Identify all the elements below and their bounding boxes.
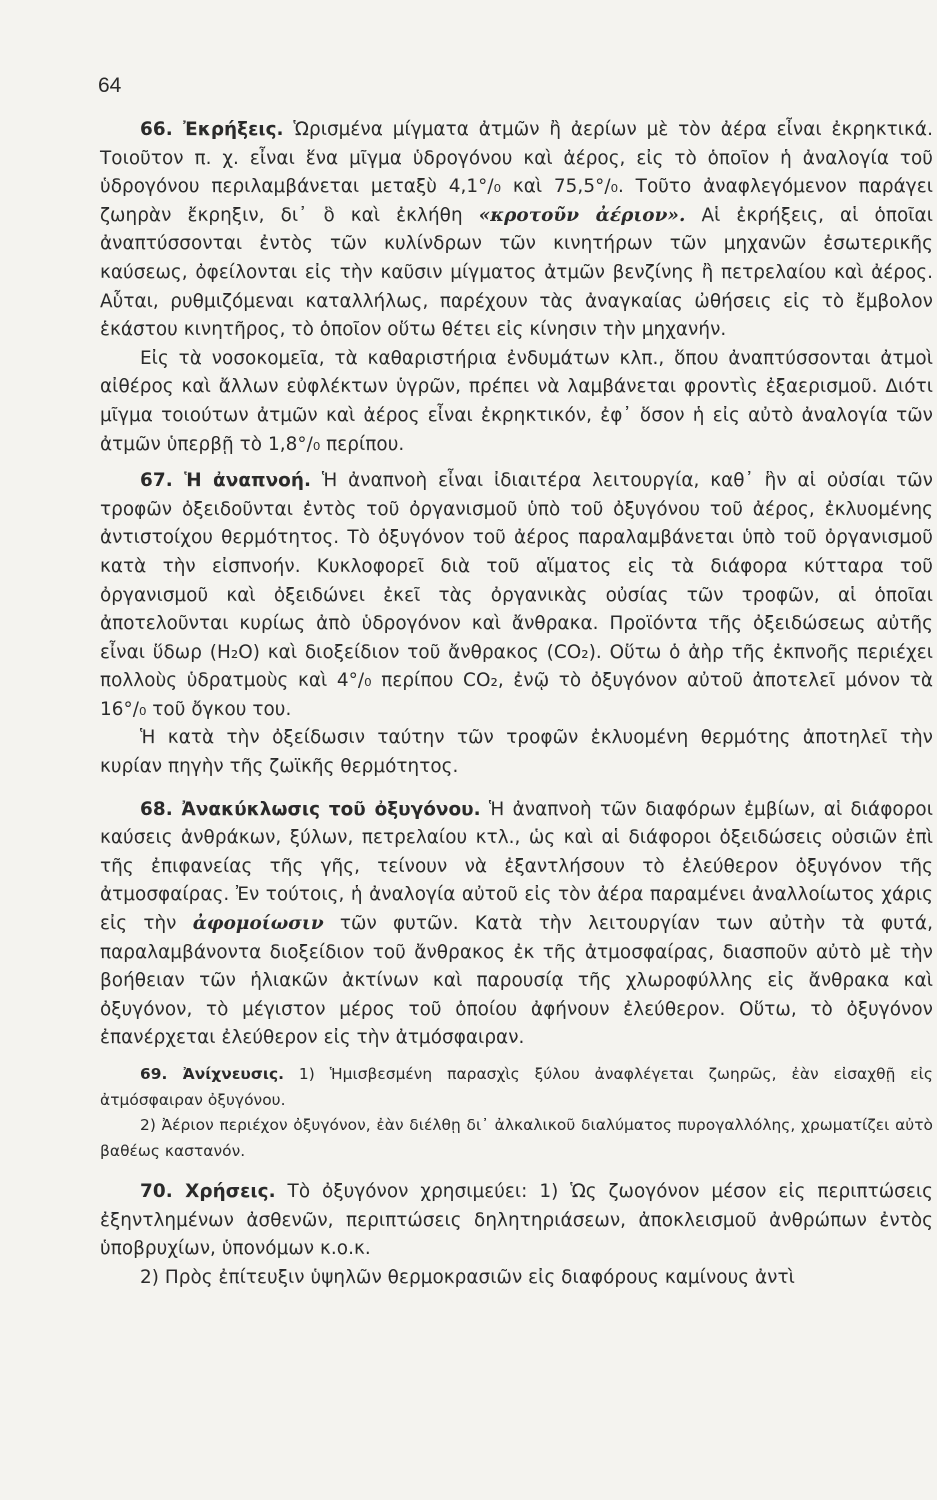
section-69 (100, 1062, 933, 1164)
section-66-paragraph-2: Εἰς τὰ νοσοκομεῖα, τὰ καθαριστήρια ἐνδυμάτων κλπ., ὅπου ἀναπτύσσονται ἀτμοὶ αἰθέρος καὶ ἄλλων εὐφλέκτων ὑγρῶν, πρέπει νὰ λαμβάνεται φροντὶς ἐξαερισμοῦ. Διότι μῖγμα τοιούτων ἀτμῶν καὶ ἀέρος εἶναι ἐκρηκτικόν, ἐφ᾽ ὅσον ἡ εἰς αὐτὸ ἀναλογία τῶν ἀτμῶν ὑπερβῇ τὸ 1,8°/₀ περίπου. (100, 347, 933, 455)
section-70-item-2: 2) Πρὸς ἐπίτευξιν ὑψηλῶν θερμοκρασιῶν εἰς διαφόρους καμίνους ἀντὶ (140, 1266, 795, 1288)
section-69-item-2: 2) Ἀέριον περιέχον ὀξυγόνον, ἐὰν διέλθῃ δι᾽ ἀλκαλικοῦ διαλύματος πυρογαλλόλης, χρωματίζει αὐτὸ βαθέως καστανόν. (100, 1116, 933, 1160)
section-66-text-a: Ὡρισμένα μίγματα ἀτμῶν ἢ ἀερίων μὲ τὸν ἀέρα εἶναι ἐκρηκτικά. Τοιοῦτον π. χ. εἶναι ἕνα μῖγμα ὑδρογόνου καὶ ἀέρος, εἰς τὸ ὁποῖον ἡ ἀναλογία τοῦ ὑδρογόνου περιλαμβάνεται μεταξὺ 4,1°/₀ καὶ 75,5°/₀. Τοῦτο ἀναφλεγόμενον παράγει ζωηρὰν ἔκρηξιν, δι᾽ ὃ καὶ ἐκλήθη (100, 119, 934, 226)
section-66-term: «κροτοῦν ἀέριον». (478, 204, 686, 226)
section-66-heading: 66. Ἐκρήξεις. (140, 119, 284, 140)
section-66-paragraph-1 (100, 116, 933, 345)
section-70-heading: 70. Χρήσεις. (140, 1181, 276, 1202)
section-70-paragraph-1 (100, 1178, 933, 1264)
section-66 (100, 116, 933, 459)
section-66-text-b: Αἱ ἐκρήξεις, αἱ ὁποῖαι ἀναπτύσσονται ἐντὸς τῶν κυλίνδρων τῶν κινητήρων τῶν μηχανῶν ἐσωτερικῆς καύσεως, ὀφείλονται εἰς τὴν καῦσιν μίγματος ἀτμῶν βενζίνης ἢ πετρελαίου καὶ ἀέρος. Αὗται, ρυθμιζόμεναι καταλλήλως, παρέχουν τὰς ἀναγκαίας ὠθήσεις εἰς τὸ ἔμβολον ἑκάστου κινητῆρος, τὸ ὁποῖον οὕτω θέτει εἰς κίνησιν τὴν μηχανήν. (100, 204, 933, 341)
section-68-heading: 68. Ἀνακύκλωσις τοῦ ὀξυγόνου. (140, 798, 481, 820)
section-69-paragraph-1 (100, 1062, 933, 1113)
section-69-text: 1) Ἡμισβεσμένη παρασχὶς ξύλου ἀναφλέγεται ζωηρῶς, ἐὰν εἰσαχθῇ εἰς ἀτμόσφαιραν ὀξυγόνου. (100, 1065, 933, 1109)
section-68-text-a: Ἡ ἀναπνοὴ τῶν διαφόρων ἐμβίων, αἱ διάφοροι καύσεις ἀνθράκων, ξύλων, πετρελαίου κτλ., ὡς καὶ αἱ διάφοροι ὀξειδώσεις οὐσιῶν ἐπὶ τῆς ἐπιφανείας τῆς γῆς, τείνουν νὰ ἐξαντλήσουν τὸ ἐλεύθερον ὀξυγόνον τῆς ἀτμοσφαίρας. Ἐν τούτοις, ἡ ἀναλογία αὐτοῦ εἰς τὸν ἀέρα παραμένει ἀναλλοίωτος χάρις εἰς τὴν (100, 798, 934, 935)
section-69-heading: 69. Ἀνίχνευσις. (140, 1065, 285, 1083)
section-68-term: ἀφομοίωσιν (192, 913, 324, 935)
section-68-paragraph-1 (100, 796, 933, 1053)
section-67-heading: 67. Ἡ ἀναπνοή. (140, 470, 312, 492)
page-number: 64 (98, 74, 122, 97)
section-70 (100, 1178, 933, 1292)
section-68-text-b: τῶν φυτῶν. Κατὰ τὴν λειτουργίαν των αὐτὴν τὰ φυτά, παραλαμβάνοντα διοξείδιον τοῦ ἄνθρακος ἐκ τῆς ἀτμοσφαίρας, διασποῦν αὐτὸ μὲ τὴν βοήθειαν τῶν ἡλιακῶν ἀκτίνων καὶ παρουσίᾳ τῆς χλωροφύλλης εἰς ἄνθρακα καὶ ὀξυγόνον, τὸ μέγιστον μέρος τοῦ ὁποίου ἀφήνουν ἐλεύθερον. Οὕτω, τὸ ὀξυγόνον ἐπανέρχεται ἐλεύθερον εἰς τὴν ἀτμόσφαιραν. (100, 913, 933, 1049)
section-67-text: Ἡ ἀναπνοὴ εἶναι ἰδιαιτέρα λειτουργία, καθ᾽ ἣν αἱ οὐσίαι τῶν τροφῶν ὀξειδοῦνται ἐντὸς τοῦ ὀργανισμοῦ ὑπὸ τοῦ ὀξυγόνου τοῦ ἀέρος, ἐκλυομένης ἀντιστοίχου θερμότητος. Τὸ ὀξυγόνον τοῦ ἀέρος παραλαμβάνεται ὑπὸ τοῦ ὀργανισμοῦ κατὰ τὴν εἰσπνοήν. Κυκλοφορεῖ διὰ τοῦ αἵματος εἰς τὰ διάφορα κύτταρα τοῦ ὀργανισμοῦ καὶ ὀξειδώνει ἐκεῖ τὰς ὀργανικὰς οὐσίας τῶν τροφῶν, αἱ ὁποῖαι ἀποτελοῦνται κυρίως ἀπὸ ὑδρογόνον καὶ ἄνθρακα. Προϊόντα τῆς ὀξειδώσεως αὐτῆς εἶναι ὕδωρ (H₂O) καὶ διοξείδιον τοῦ ἄνθρακος (CO₂). Οὕτω ὁ ἀὴρ τῆς ἐκπνοῆς περιέχει πολλοὺς ὑδρατμοὺς καὶ 4°/₀ περίπου CO₂, ἐνῷ τὸ ὀξυγόνον αὐτοῦ ἀποτελεῖ μόνον τὰ 16°/₀ τοῦ ὄγκου του. (100, 470, 933, 720)
section-67 (100, 467, 933, 782)
section-67-paragraph-1 (100, 467, 933, 724)
page-body (100, 116, 933, 1292)
section-70-text: Τὸ ὀξυγόνον χρησιμεύει: 1) Ὡς ζωογόνον μέσον εἰς περιπτώσεις ἐξηντλημένων ἀσθενῶν, περιπτώσεις δηλητηριάσεων, ἀποκλεισμοῦ ἀνθρώπων ἐντὸς ὑποβρυχίων, ὑπονόμων κ.ο.κ. (100, 1181, 933, 1260)
section-68 (100, 796, 933, 1053)
section-67-paragraph-2: Ἡ κατὰ τὴν ὀξείδωσιν ταύτην τῶν τροφῶν ἐκλυομένη θερμότης ἀποτηλεῖ τὴν κυρίαν πηγὴν τῆς ζωϊκῆς θερμότητος. (100, 727, 933, 778)
